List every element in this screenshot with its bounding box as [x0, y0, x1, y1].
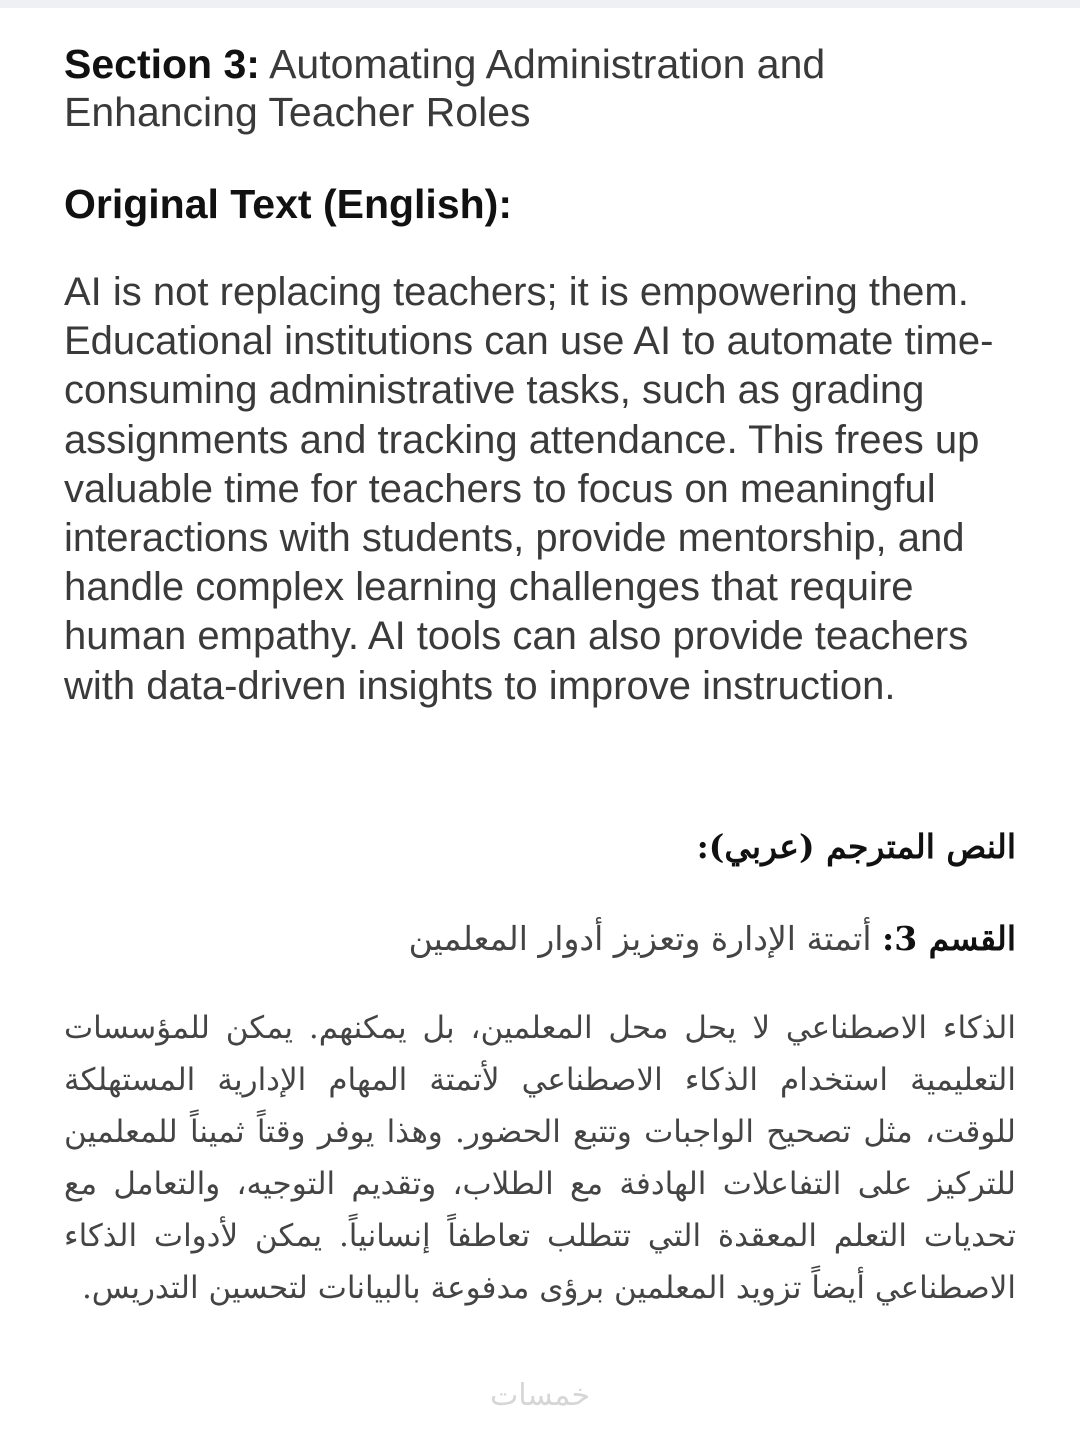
- translated-section-heading: [64, 914, 1016, 964]
- english-block: [64, 40, 1024, 711]
- translated-text-body: الذكاء الاصطناعي لا يحل محل المعلمين، بل يمكنهم. يمكن للمؤسسات التعليمية استخدام الذكاء الاصطناعي لأتمتة المهام الإدارية المستهلكة للوقت، مثل تصحيح الواجبات وتتبع الحضور. وهذا يوفر وقتاً ثميناً للمعلمين للتركيز على التفاعلات الهادفة مع الطلاب، وتقديم التوجيه، والتعامل مع تحديات التعلم المعقدة التي تتطلب تعاطفاً إنسانياً. يمكن لأدوات الذكاء الاصطناعي أيضاً تزويد المعلمين برؤى مدفوعة بالبيانات لتحسين التدريس.: [64, 1010, 1016, 1306]
- section-label: Section 3:: [64, 41, 260, 87]
- section-title: Automating Administration and Enhancing Teacher Roles: [64, 41, 826, 135]
- translated-section-title: أتمتة الإدارة وتعزيز أدوار المعلمين: [408, 919, 883, 958]
- original-text-heading: Original Text (English):: [64, 181, 512, 227]
- section-heading: [64, 40, 1024, 136]
- arabic-translation-block: [64, 822, 1016, 1314]
- original-text-body: AI is not replacing teachers; it is empowering them. Educational institutions can use AI to automate time-consuming administrative tasks, such as grading assignments and tracking attendance. This frees up valuable time for teachers to focus on meaningful interactions with students, provide mentorship, and handle complex learning challenges that require human empathy. AI tools can also provide teachers with data-driven insights to improve instruction.: [64, 270, 994, 708]
- watermark-logo: خمسات: [489, 1378, 591, 1413]
- translated-text-heading: النص المترجم (عربي):: [696, 827, 1016, 866]
- translated-section-label: القسم 3:: [882, 919, 1016, 958]
- top-strip: [0, 0, 1080, 8]
